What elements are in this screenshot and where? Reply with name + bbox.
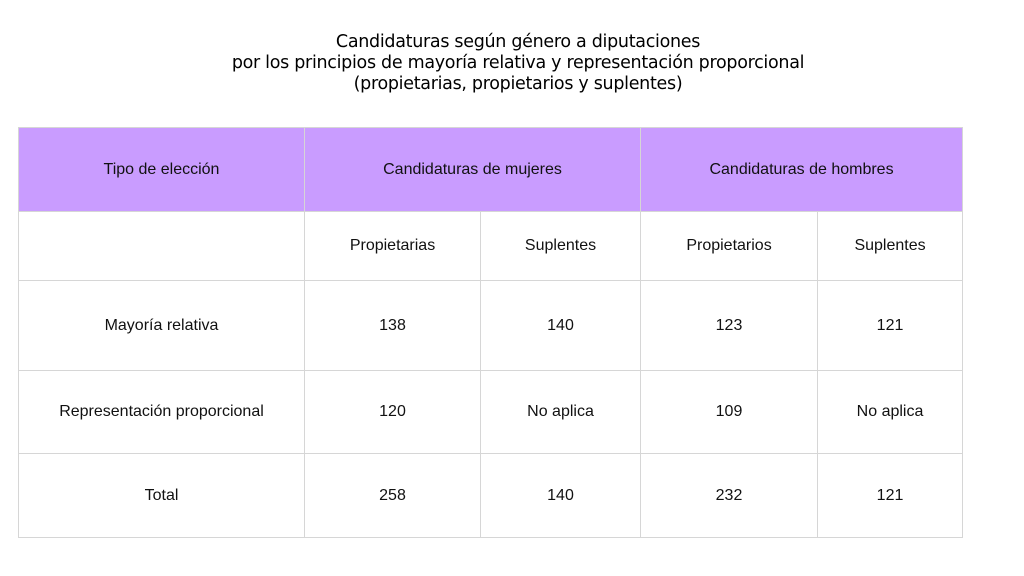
cell-suplentes-hombres: 121 <box>818 454 963 538</box>
cell-propietarios: 109 <box>641 371 818 454</box>
subheader-suplentes-mujeres: Suplentes <box>481 212 641 281</box>
cell-propietarias: 138 <box>305 281 481 371</box>
table-row <box>19 281 963 371</box>
title-line-2: por los principios de mayoría relativa y representación proporcional <box>231 53 805 73</box>
cell-propietarios: 232 <box>641 454 818 538</box>
cell-suplentes-mujeres: 140 <box>481 454 641 538</box>
subheader-propietarias: Propietarias <box>305 212 481 281</box>
header-row <box>19 128 963 212</box>
candidaturas-table <box>18 127 963 538</box>
subheader-propietarios: Propietarios <box>641 212 818 281</box>
header-candidaturas-hombres: Candidaturas de hombres <box>641 128 963 212</box>
title-line-3: (propietarias, propietarios y suplentes) <box>353 74 683 94</box>
row-label: Mayoría relativa <box>19 281 305 371</box>
table-row <box>19 371 963 454</box>
row-label: Total <box>19 454 305 538</box>
subheader-suplentes-hombres: Suplentes <box>818 212 963 281</box>
header-tipo-eleccion: Tipo de elección <box>19 128 305 212</box>
subheader-row <box>19 212 963 281</box>
cell-propietarias: 120 <box>305 371 481 454</box>
cell-suplentes-mujeres: No aplica <box>481 371 641 454</box>
page-title <box>0 32 1024 95</box>
cell-suplentes-hombres: 121 <box>818 281 963 371</box>
row-label: Representación proporcional <box>19 371 305 454</box>
cell-suplentes-hombres: No aplica <box>818 371 963 454</box>
title-line-1: Candidaturas según género a diputaciones <box>335 32 701 52</box>
cell-suplentes-mujeres: 140 <box>481 281 641 371</box>
cell-propietarias: 258 <box>305 454 481 538</box>
subheader-empty <box>19 212 305 281</box>
header-candidaturas-mujeres: Candidaturas de mujeres <box>305 128 641 212</box>
table-row <box>19 454 963 538</box>
cell-propietarios: 123 <box>641 281 818 371</box>
